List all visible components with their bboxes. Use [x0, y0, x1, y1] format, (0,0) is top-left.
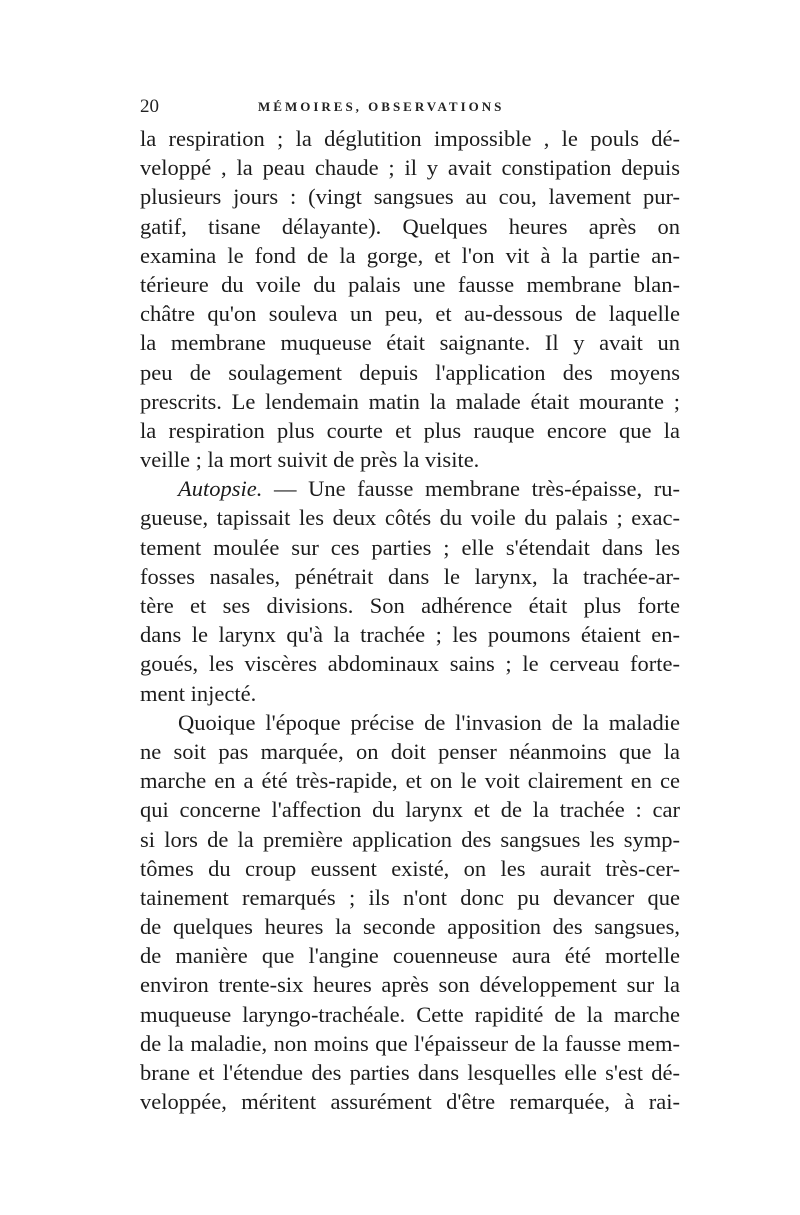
- autopsy-first-line-text: — Une fausse membrane très-épaisse, ru-: [262, 476, 680, 502]
- body-text: [140, 124, 680, 1116]
- text-line: térieure du voile du palais une fausse membrane blan-: [140, 271, 680, 297]
- text-line: plusieurs jours : (vingt sangsues au cou, lavement pur-: [140, 184, 680, 210]
- text-line: si lors de la première application des sangsues les symp-: [140, 826, 680, 852]
- text-line: tère et ses divisions. Son adhérence était plus forte: [140, 593, 680, 618]
- autopsy-first-line: [140, 474, 680, 503]
- text-line: veloppé , la peau chaude ; il y avait constipation depuis: [140, 155, 680, 181]
- text-line: tement moulée sur ces parties ; elle s'étendait dans les: [140, 534, 680, 560]
- page-header: [140, 96, 680, 122]
- text-line: ment injecté.: [140, 680, 257, 706]
- text-line: veille ; la mort suivit de près la visite.: [140, 447, 480, 473]
- text-line: environ trente-six heures après son développement sur la: [140, 972, 680, 998]
- text-line: gatif, tisane délayante). Quelques heures après on: [140, 213, 680, 239]
- text-line: de la maladie, non moins que l'épaisseur de la fausse mem-: [140, 1030, 680, 1056]
- text-line: châtre qu'on souleva un peu, et au-dessous de laquelle: [140, 301, 680, 327]
- text-line: examina le fond de la gorge, et l'on vit à la partie an-: [140, 242, 680, 268]
- text-line: brane et l'étendue des parties dans lesquelles elle s'est dé-: [140, 1060, 680, 1085]
- page-number: 20: [140, 96, 159, 117]
- text-line: Quoique l'époque précise de l'invasion de la maladie: [178, 709, 680, 735]
- text-line: veloppée, méritent assurément d'être remarquée, à rai-: [140, 1089, 680, 1115]
- text-line: qui concerne l'affection du larynx et de la trachée : car: [140, 797, 680, 823]
- text-line: tainement remarqués ; ils n'ont donc pu devancer que: [140, 884, 680, 910]
- text-line: peu de soulagement depuis l'application des moyens: [140, 359, 680, 385]
- text-line: ne soit pas marquée, on doit penser néanmoins que la: [140, 738, 680, 764]
- text-line: la respiration ; la déglutition impossible , le pouls dé-: [140, 126, 680, 151]
- text-line: prescrits. Le lendemain matin la malade était mourante ;: [140, 388, 680, 414]
- text-line: de quelques heures la seconde apposition des sangsues,: [140, 914, 680, 940]
- text-line: dans le larynx qu'à la trachée ; les poumons étaient en-: [140, 622, 680, 648]
- text-line: muqueuse laryngo-trachéale. Cette rapidité de la marche: [140, 1001, 680, 1027]
- running-head: MÉMOIRES, OBSERVATIONS: [258, 99, 505, 114]
- text-line: la membrane muqueuse était saignante. Il y avait un: [140, 330, 680, 356]
- autopsy-label: Autopsie.: [178, 476, 263, 502]
- text-line: tômes du croup eussent existé, on les aurait très-cer-: [140, 855, 680, 881]
- text-line: de manière que l'angine couenneuse aura été mortelle: [140, 943, 680, 969]
- text-line: marche en a été très-rapide, et on le voit clairement en ce: [140, 768, 680, 794]
- text-line: fosses nasales, pénétrait dans le larynx, la trachée-ar-: [140, 563, 680, 589]
- text-line: gueuse, tapissait les deux côtés du voile du palais ; exac-: [140, 505, 680, 531]
- text-line: goués, les viscères abdominaux sains ; le cerveau forte-: [140, 651, 680, 677]
- text-line: la respiration plus courte et plus rauque encore que la: [140, 417, 680, 443]
